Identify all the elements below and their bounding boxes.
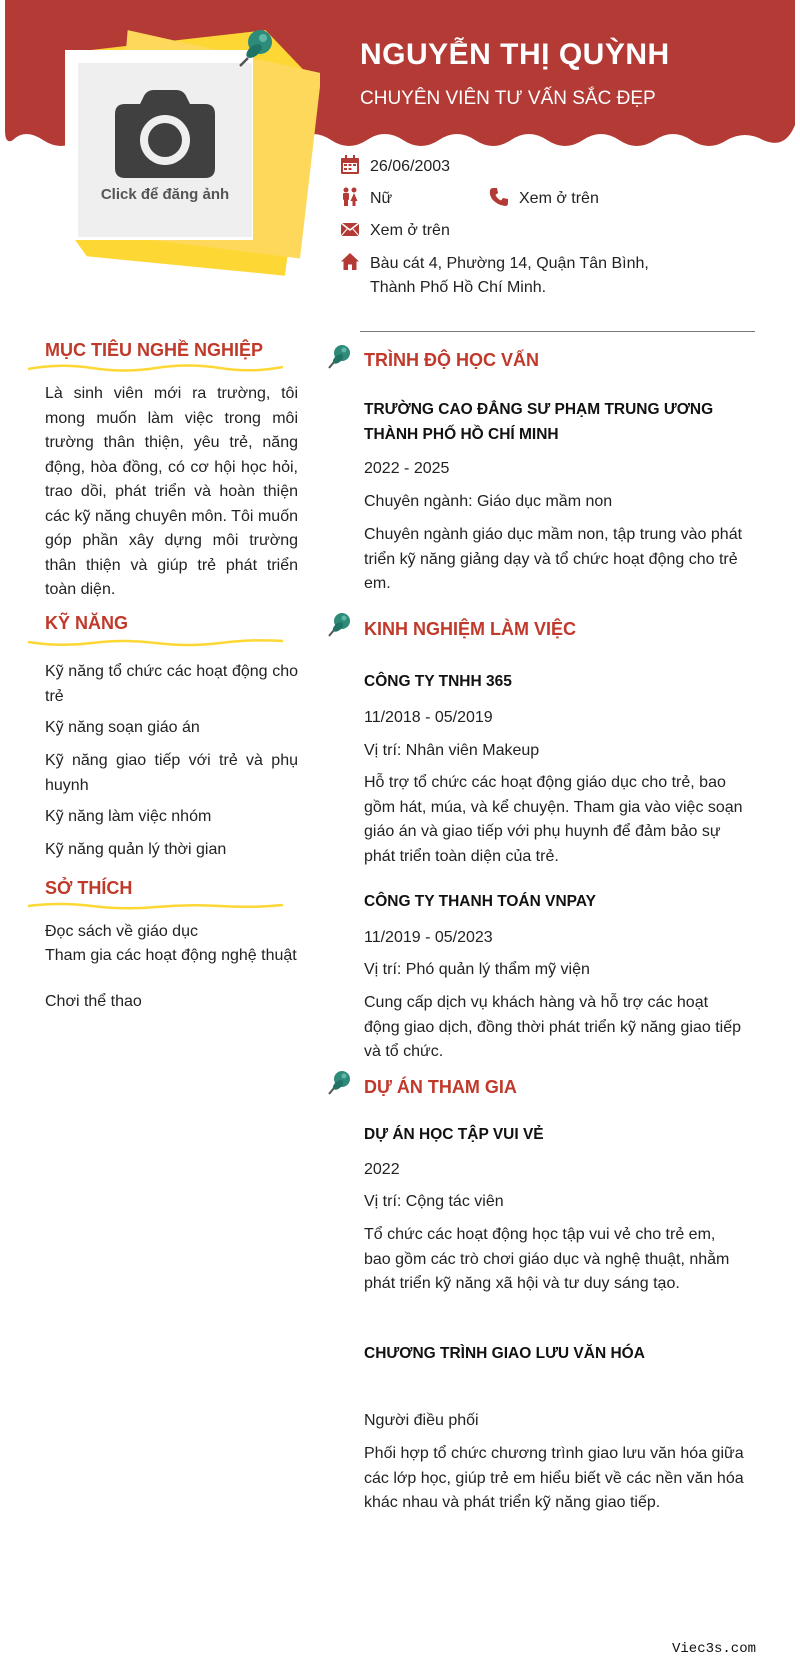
pushpin-icon xyxy=(328,342,354,370)
hobbies-underline xyxy=(28,900,283,912)
education-major: Chuyên ngành: Giáo dục mầm non xyxy=(364,493,613,510)
hobbies-title: SỞ THÍCH xyxy=(45,878,133,898)
project-description: Phối hợp tổ chức chương trình giao lưu văn hóa giữa các lớp học, giúp trẻ em hiểu biết về các nền văn hóa khác nhau và phát triển kỹ năng giao tiếp. xyxy=(364,1445,744,1511)
objective-text: Là sinh viên mới ra trường, tôi mong muốn làm việc trong môi trường thân thiện, yêu trẻ, năng động, hòa đồng, có cơ hội học hỏi, trao dồi, phát triển và hoàn thiện các kỹ năng chuyên môn. Tôi muốn góp phần xây dựng môi trường thân thiện và giúp trẻ phát triển toàn diện. xyxy=(45,385,298,598)
calendar-icon xyxy=(340,155,360,175)
camera-icon[interactable] xyxy=(113,88,217,180)
birthday: 26/06/2003 xyxy=(370,158,451,175)
objective-title: MỤC TIÊU NGHỀ NGHIỆP xyxy=(45,340,264,360)
job-description: Cung cấp dịch vụ khách hàng và hỗ trợ các hoạt động giao dịch, đồng thời phát triển kỹ năng giao tiếp và tổ chức. xyxy=(364,994,741,1060)
hobby-item: Tham gia các hoạt động nghệ thuật xyxy=(45,947,297,964)
header-divider xyxy=(360,331,755,332)
education-title: TRÌNH ĐỘ HỌC VẤN xyxy=(364,350,539,370)
hobby-item: Chơi thể thao xyxy=(45,993,142,1010)
objective-underline xyxy=(28,362,283,374)
gender-icon xyxy=(340,187,360,207)
skills-title: KỸ NĂNG xyxy=(45,613,129,633)
company-name: CÔNG TY THANH TOÁN VNPAY xyxy=(364,893,596,910)
email-icon xyxy=(340,219,360,239)
address: Bàu cát 4, Phường 14, Quận Tân Bình, Thành Phố Hồ Chí Minh. xyxy=(370,255,649,296)
email-row xyxy=(340,219,450,243)
phone-row xyxy=(489,187,599,211)
experience-title: KINH NGHIỆM LÀM VIỆC xyxy=(364,619,577,639)
project-description: Tổ chức các hoạt động học tập vui vẻ cho trẻ em, bao gồm các trò chơi giáo dục và nghệ thuật, nhằm phát triển kỹ năng xã hội và tư duy sáng tạo. xyxy=(364,1226,730,1292)
education-description: Chuyên ngành giáo dục mầm non, tập trung vào phát triển kỹ năng giảng dạy và tổ chức hoạt động cho trẻ em. xyxy=(364,526,743,592)
site-watermark: Viec3s.com xyxy=(672,1641,757,1657)
phone: Xem ở trên xyxy=(519,190,599,207)
projects-title: DỰ ÁN THAM GIA xyxy=(364,1077,517,1097)
skills-underline xyxy=(28,637,283,649)
job-position: Vị trí: Nhân viên Makeup xyxy=(364,742,540,759)
pushpin-icon xyxy=(328,610,354,638)
education-period: 2022 - 2025 xyxy=(364,460,450,477)
gender-row xyxy=(340,187,392,211)
gender: Nữ xyxy=(370,190,393,207)
birthday-row xyxy=(340,155,450,179)
job-period: 11/2019 - 05/2023 xyxy=(364,929,493,946)
skill-item: Kỹ năng tổ chức các hoạt động cho trẻ xyxy=(45,663,298,705)
phone-icon xyxy=(489,187,509,207)
photo-caption[interactable]: Click để đăng ảnh xyxy=(100,186,230,203)
skill-item: Kỹ năng quản lý thời gian xyxy=(45,841,227,858)
email: Xem ở trên xyxy=(370,222,450,239)
address-row xyxy=(340,252,649,300)
project-position: Người điều phối xyxy=(364,1412,479,1429)
hobby-item: Đọc sách về giáo dục xyxy=(45,923,198,940)
skill-item: Kỹ năng giao tiếp với trẻ và phụ huynh xyxy=(45,752,298,794)
project-period: 2022 xyxy=(364,1161,400,1178)
company-name: CÔNG TY TNHH 365 xyxy=(364,673,512,690)
skill-item: Kỹ năng làm việc nhóm xyxy=(45,808,212,825)
pushpin-icon xyxy=(328,1068,354,1096)
project-name: DỰ ÁN HỌC TẬP VUI VẺ xyxy=(364,1126,544,1143)
project-position: Vị trí: Cộng tác viên xyxy=(364,1193,504,1210)
school-name: TRƯỜNG CAO ĐẲNG SƯ PHẠM TRUNG ƯƠNG THÀNH PHỐ HỒ CHÍ MINH xyxy=(364,401,714,443)
job-title: CHUYÊN VIÊN TƯ VẤN SẮC ĐẸP xyxy=(360,88,656,109)
job-description: Hỗ trợ tổ chức các hoạt động giáo dục cho trẻ, bao gồm hát, múa, và kể chuyện. Tham gia vào việc soạn giáo án và giao tiếp với phụ huynh để đảm bảo sự phát triển toàn diện của trẻ. xyxy=(364,774,743,865)
home-icon xyxy=(340,252,360,272)
pushpin-icon xyxy=(238,24,278,68)
job-period: 11/2018 - 05/2019 xyxy=(364,709,493,726)
project-name: CHƯƠNG TRÌNH GIAO LƯU VĂN HÓA xyxy=(364,1345,645,1362)
skill-item: Kỹ năng soạn giáo án xyxy=(45,719,200,736)
candidate-name: NGUYỄN THỊ QUỲNH xyxy=(360,38,670,71)
job-position: Vị trí: Phó quản lý thẩm mỹ viện xyxy=(364,961,590,978)
